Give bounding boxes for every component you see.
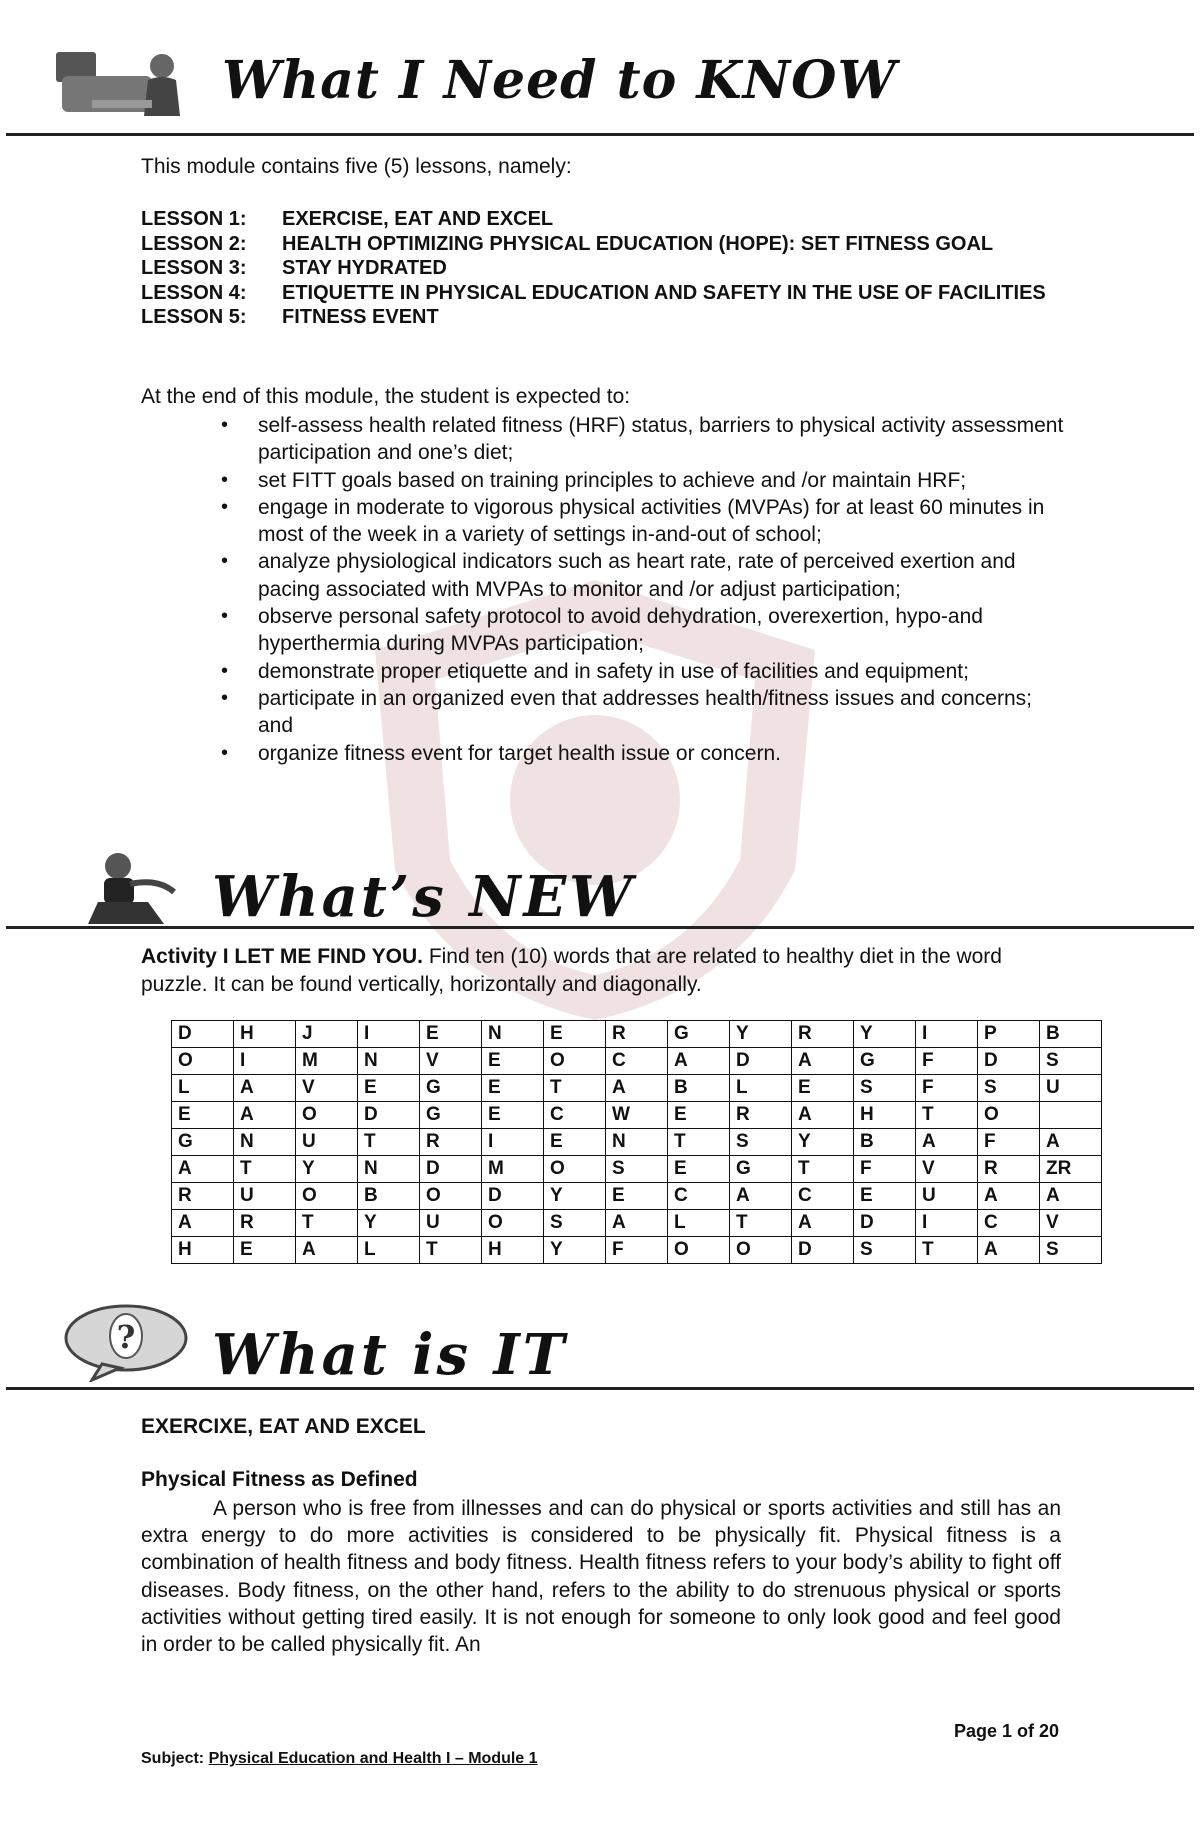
puzzle-cell: L (730, 1075, 792, 1102)
puzzle-cell: H (854, 1102, 916, 1129)
puzzle-cell: Y (296, 1156, 358, 1183)
puzzle-cell: A (234, 1075, 296, 1102)
puzzle-cell: I (234, 1048, 296, 1075)
lesson-item (141, 281, 1061, 306)
puzzle-cell: R (420, 1129, 482, 1156)
puzzle-cell: N (358, 1048, 420, 1075)
puzzle-cell: I (482, 1129, 544, 1156)
header-rule (6, 133, 1194, 136)
puzzle-cell: D (482, 1183, 544, 1210)
puzzle-cell: O (482, 1210, 544, 1237)
puzzle-cell: I (916, 1210, 978, 1237)
puzzle-cell: E (668, 1156, 730, 1183)
objectives-intro: At the end of this module, the student is expected to: (141, 385, 631, 408)
what-i-need-to-know-header: What I Need to KNOW (222, 50, 897, 111)
lesson-item (141, 256, 1061, 281)
footer-subject (141, 1750, 538, 1768)
activity-instructions (141, 943, 1061, 998)
puzzle-cell: Y (854, 1021, 916, 1048)
puzzle-cell: J (296, 1021, 358, 1048)
puzzle-cell: U (234, 1183, 296, 1210)
puzzle-cell: O (978, 1102, 1040, 1129)
header-rule (6, 1387, 1194, 1390)
puzzle-cell: N (234, 1129, 296, 1156)
puzzle-cell: O (296, 1183, 358, 1210)
lesson-item (141, 207, 1061, 232)
lesson-item (141, 232, 1061, 257)
puzzle-cell: D (854, 1210, 916, 1237)
puzzle-cell: D (172, 1021, 234, 1048)
puzzle-cell: E (420, 1021, 482, 1048)
puzzle-cell: R (606, 1021, 668, 1048)
lesson-item (141, 305, 1061, 330)
svg-text:?: ? (116, 1318, 136, 1356)
puzzle-cell: O (296, 1102, 358, 1129)
lesson-number: LESSON 3: (141, 257, 247, 279)
lesson-title: FITNESS EVENT (282, 306, 439, 328)
puzzle-cell: U (296, 1129, 358, 1156)
table-row (172, 1156, 1102, 1183)
puzzle-cell: O (544, 1156, 606, 1183)
puzzle-cell: P (978, 1021, 1040, 1048)
list-item: • engage in moderate to vigorous physical activities (MVPAs) for at least 60 minutes in most of the week in a variety of settings in-and-out of school; (218, 494, 1066, 549)
puzzle-cell: E (172, 1102, 234, 1129)
puzzle-cell: E (234, 1237, 296, 1264)
puzzle-cell: N (606, 1129, 668, 1156)
puzzle-cell (1040, 1102, 1102, 1129)
puzzle-cell: D (978, 1048, 1040, 1075)
what-is-it-header: What is IT (212, 1322, 568, 1388)
puzzle-cell: L (358, 1237, 420, 1264)
puzzle-cell: U (916, 1183, 978, 1210)
page-number: Page 1 of 20 (954, 1721, 1060, 1741)
puzzle-cell: W (606, 1102, 668, 1129)
puzzle-cell: N (482, 1021, 544, 1048)
puzzle-cell: S (730, 1129, 792, 1156)
lesson-title: STAY HYDRATED (282, 257, 447, 279)
question-mark-icon (62, 1302, 190, 1382)
puzzle-cell: B (1040, 1021, 1102, 1048)
subject-value: Physical Education and Health I – Module 1 (208, 1750, 538, 1767)
puzzle-cell: T (730, 1210, 792, 1237)
puzzle-cell: A (730, 1183, 792, 1210)
puzzle-cell: Y (730, 1021, 792, 1048)
puzzle-cell: C (792, 1183, 854, 1210)
puzzle-cell: Y (544, 1183, 606, 1210)
table-row (172, 1102, 1102, 1129)
puzzle-cell: A (296, 1237, 358, 1264)
lesson-number: LESSON 1: (141, 208, 247, 230)
puzzle-cell: Y (792, 1129, 854, 1156)
header-rule (6, 926, 1194, 929)
puzzle-cell: A (234, 1102, 296, 1129)
puzzle-cell: I (916, 1021, 978, 1048)
subject-label: Subject: (141, 1750, 209, 1767)
table-row (172, 1048, 1102, 1075)
puzzle-cell: T (420, 1237, 482, 1264)
puzzle-cell: L (668, 1210, 730, 1237)
puzzle-cell: C (606, 1048, 668, 1075)
puzzle-cell: A (668, 1048, 730, 1075)
puzzle-cell: F (606, 1237, 668, 1264)
person-at-desk-icon (52, 46, 192, 126)
puzzle-cell: R (792, 1021, 854, 1048)
puzzle-cell: U (1040, 1075, 1102, 1102)
puzzle-cell: E (854, 1183, 916, 1210)
puzzle-cell: D (420, 1156, 482, 1183)
puzzle-cell: V (420, 1048, 482, 1075)
puzzle-cell: O (730, 1237, 792, 1264)
puzzle-cell: E (482, 1048, 544, 1075)
puzzle-cell: G (420, 1075, 482, 1102)
word-search-puzzle (171, 1020, 1102, 1264)
puzzle-cell: A (172, 1156, 234, 1183)
puzzle-cell: B (668, 1075, 730, 1102)
puzzle-cell: E (358, 1075, 420, 1102)
puzzle-cell: E (606, 1183, 668, 1210)
puzzle-cell: Y (358, 1210, 420, 1237)
activity-text: Find ten (10) words that are related to healthy diet in the word puzzle. It can be found vertically, horizontally and diagonally. (141, 945, 1002, 996)
puzzle-cell: B (854, 1129, 916, 1156)
puzzle-cell: O (172, 1048, 234, 1075)
puzzle-cell: G (854, 1048, 916, 1075)
puzzle-cell: H (234, 1021, 296, 1048)
puzzle-cell: V (916, 1156, 978, 1183)
puzzle-cell: A (606, 1075, 668, 1102)
puzzle-cell: F (916, 1048, 978, 1075)
subsection-title: Physical Fitness as Defined (141, 1468, 418, 1491)
puzzle-cell: G (172, 1129, 234, 1156)
puzzle-cell: R (730, 1102, 792, 1129)
puzzle-cell: H (172, 1237, 234, 1264)
puzzle-cell: E (544, 1021, 606, 1048)
puzzle-cell: G (668, 1021, 730, 1048)
puzzle-cell: T (916, 1102, 978, 1129)
puzzle-cell: G (730, 1156, 792, 1183)
puzzle-cell: Y (544, 1237, 606, 1264)
lesson-number: LESSON 5: (141, 306, 247, 328)
table-row (172, 1210, 1102, 1237)
list-item: • analyze physiological indicators such as heart rate, rate of perceived exertion and pacing associated with MVPAs to monitor and /or adjust participation; (218, 548, 1066, 603)
puzzle-cell: C (544, 1102, 606, 1129)
puzzle-cell: F (916, 1075, 978, 1102)
puzzle-cell: V (1040, 1210, 1102, 1237)
puzzle-cell: B (358, 1183, 420, 1210)
paragraph-text: A person who is free from illnesses and can do physical or sports activities and still has an extra energy to do more activities is considered to be physically fit. Physical fitness is a combination of health fitness and body fitness. Health fitness refers to your body’s ability to fight off diseases. Body fitness, on the other hand, refers to the ability to do strenuous physical or sports activities without getting tired easily. It is not enough for someone to only look good and feel good in order to be called physically fit. An (141, 1497, 1061, 1657)
puzzle-cell: T (358, 1129, 420, 1156)
puzzle-cell: D (792, 1237, 854, 1264)
puzzle-cell: F (978, 1129, 1040, 1156)
puzzle-cell: A (1040, 1129, 1102, 1156)
puzzle-cell: E (544, 1129, 606, 1156)
list-item: • observe personal safety protocol to avoid dehydration, overexertion, hypo-and hyperthermia during MVPAs participation; (218, 603, 1066, 658)
puzzle-cell: D (358, 1102, 420, 1129)
puzzle-cell: T (668, 1129, 730, 1156)
puzzle-cell: I (358, 1021, 420, 1048)
table-row (172, 1129, 1102, 1156)
puzzle-cell: M (296, 1048, 358, 1075)
section-title: EXERCIXE, EAT AND EXCEL (141, 1415, 426, 1438)
puzzle-cell: O (544, 1048, 606, 1075)
puzzle-cell: T (234, 1156, 296, 1183)
puzzle-cell: E (792, 1075, 854, 1102)
list-item: • set FITT goals based on training principles to achieve and /or maintain HRF; (218, 467, 1066, 494)
puzzle-cell: A (606, 1210, 668, 1237)
list-item: • participate in an organized even that addresses health/fitness issues and concerns; and (218, 685, 1066, 740)
puzzle-cell: U (420, 1210, 482, 1237)
puzzle-cell: A (792, 1048, 854, 1075)
puzzle-cell: A (916, 1129, 978, 1156)
puzzle-cell: S (606, 1156, 668, 1183)
puzzle-cell: C (668, 1183, 730, 1210)
module-intro: This module contains five (5) lessons, namely: (141, 155, 572, 178)
puzzle-cell: R (234, 1210, 296, 1237)
puzzle-cell: A (978, 1183, 1040, 1210)
puzzle-cell: E (668, 1102, 730, 1129)
activity-label: Activity I LET ME FIND YOU. (141, 945, 423, 968)
body-paragraph (141, 1495, 1061, 1658)
lesson-title: EXERCISE, EAT AND EXCEL (282, 208, 554, 230)
thinking-person-icon (78, 848, 186, 930)
puzzle-cell: N (358, 1156, 420, 1183)
table-row (172, 1237, 1102, 1264)
whats-new-header: What’s NEW (212, 864, 636, 930)
puzzle-cell: M (482, 1156, 544, 1183)
puzzle-cell: A (792, 1210, 854, 1237)
puzzle-cell: L (172, 1075, 234, 1102)
puzzle-cell: S (978, 1075, 1040, 1102)
puzzle-cell: T (296, 1210, 358, 1237)
puzzle-cell: F (854, 1156, 916, 1183)
puzzle-cell: T (916, 1237, 978, 1264)
puzzle-cell: C (978, 1210, 1040, 1237)
table-row (172, 1183, 1102, 1210)
lesson-number: LESSON 4: (141, 281, 247, 304)
puzzle-cell: A (792, 1102, 854, 1129)
puzzle-cell: S (544, 1210, 606, 1237)
puzzle-cell: R (172, 1183, 234, 1210)
puzzle-cell: T (792, 1156, 854, 1183)
puzzle-cell: H (482, 1237, 544, 1264)
puzzle-cell: D (730, 1048, 792, 1075)
table-row (172, 1075, 1102, 1102)
puzzle-cell: S (1040, 1237, 1102, 1264)
puzzle-cell: S (854, 1237, 916, 1264)
puzzle-cell: T (544, 1075, 606, 1102)
puzzle-cell: A (172, 1210, 234, 1237)
lesson-number: LESSON 2: (141, 232, 247, 255)
puzzle-cell: S (1040, 1048, 1102, 1075)
list-item: • demonstrate proper etiquette and in safety in use of facilities and equipment; (218, 658, 1066, 685)
puzzle-cell: A (1040, 1183, 1102, 1210)
table-row (172, 1021, 1102, 1048)
objectives-list (218, 412, 1066, 767)
lesson-list (141, 207, 1061, 330)
puzzle-cell: O (668, 1237, 730, 1264)
lesson-title: ETIQUETTE IN PHYSICAL EDUCATION AND SAFETY IN THE USE OF FACILITIES (282, 281, 1046, 304)
list-item: • self-assess health related fitness (HRF) status, barriers to physical activity assessment participation and one’s diet; (218, 412, 1066, 467)
list-item: • organize fitness event for target health issue or concern. (218, 740, 1066, 767)
puzzle-cell: O (420, 1183, 482, 1210)
puzzle-cell: E (482, 1102, 544, 1129)
puzzle-cell: A (978, 1237, 1040, 1264)
puzzle-cell: S (854, 1075, 916, 1102)
puzzle-cell: G (420, 1102, 482, 1129)
lesson-title: HEALTH OPTIMIZING PHYSICAL EDUCATION (HOPE): SET FITNESS GOAL (282, 232, 994, 255)
puzzle-cell: R (978, 1156, 1040, 1183)
puzzle-cell: V (296, 1075, 358, 1102)
puzzle-cell: E (482, 1075, 544, 1102)
puzzle-cell: ZR (1040, 1156, 1102, 1183)
